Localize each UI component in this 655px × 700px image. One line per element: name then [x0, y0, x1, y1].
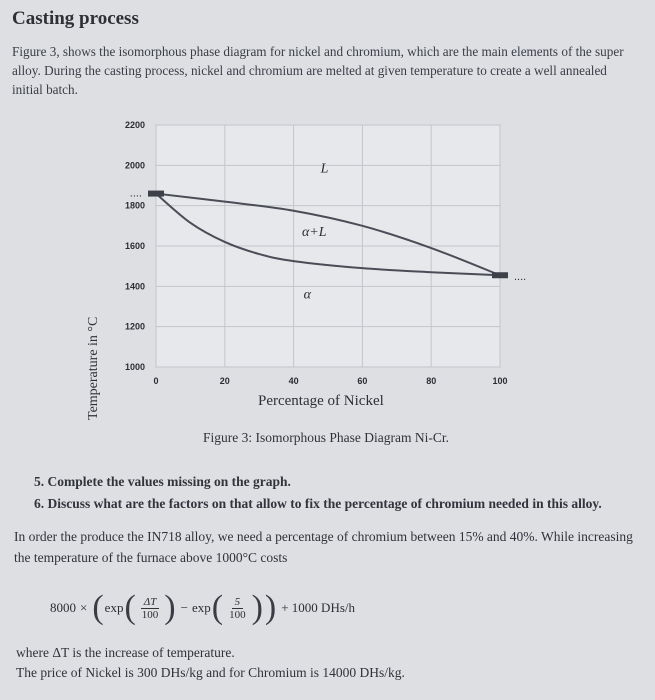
fraction-numerator: 5: [232, 596, 244, 609]
formula-exp-1: exp: [104, 600, 124, 615]
endpoint-placeholder: ....: [129, 187, 142, 200]
formula-paren-open: (: [211, 589, 224, 626]
intro-paragraph: Figure 3, shows the isomorphous phase diagram for nickel and chromium, which are the main elements of the super alloy. During the casting process, nickel and chromium are melted at given temperature to create a well annealed initial batch.: [12, 44, 624, 97]
endpoint-marker: [148, 191, 164, 197]
x-tick-label: 80: [426, 376, 437, 386]
y-tick-label: 2000: [124, 160, 145, 171]
x-tick-label: 20: [219, 376, 230, 386]
note-line: The price of Nickel is 300 DHs/kg and for Chromium is 14000 DHs/kg.: [16, 665, 405, 680]
question-list: [34, 474, 602, 518]
formula-times: ×: [80, 600, 88, 615]
cost-formula: [50, 587, 359, 629]
y-tick-label: 1400: [124, 281, 145, 292]
x-tick-label: 40: [288, 376, 299, 386]
figure-caption: Figure 3: Isomorphous Phase Diagram Ni-Cr.: [203, 430, 449, 445]
formula-coefficient: 8000: [50, 600, 76, 615]
phase-region-label: α: [303, 287, 312, 303]
formula-fraction-2: [226, 596, 249, 621]
endpoint-placeholder: ....: [514, 271, 527, 284]
fraction-numerator: ΔT: [141, 596, 160, 609]
alloy-paragraph: In order the produce the IN718 alloy, we need a percentage of chromium between 15% and 40%. While increasing the temperature of the furnace above 1000°C costs: [14, 529, 633, 565]
formula-exp-2: exp: [191, 600, 211, 615]
section-title: Casting process: [12, 8, 139, 29]
endpoint-marker: [492, 272, 508, 278]
y-tick-label: 1000: [124, 362, 145, 372]
y-tick-label: 1800: [124, 200, 145, 211]
y-tick-label: 1200: [124, 321, 145, 332]
formula-paren-close: ): [164, 589, 176, 626]
question-item: 6. Discuss what are the factors on that allow to fix the percentage of chromium needed in this alloy.: [34, 496, 602, 511]
formula-fraction-1: [139, 596, 162, 621]
phase-region-label: L: [320, 161, 329, 177]
formula-minus: −: [180, 600, 188, 615]
x-tick-label: 60: [357, 376, 368, 386]
notes: [16, 643, 405, 683]
y-tick-label: 1600: [124, 241, 145, 251]
x-tick-label: 0: [153, 376, 159, 386]
fraction-denominator: 100: [229, 608, 246, 621]
phase-region-label: α+L: [301, 224, 327, 240]
formula-tail: + 1000 DHs/h: [281, 600, 355, 615]
formula-paren-open: (: [124, 589, 136, 626]
formula-paren-open: (: [92, 589, 104, 626]
phase-diagram-chart: [0, 105, 655, 430]
y-tick-label: 2200: [124, 120, 145, 130]
fraction-denominator: 100: [141, 608, 159, 621]
note-line: where ΔT is the increase of temperature.: [16, 645, 235, 660]
x-tick-label: 100: [492, 376, 508, 386]
y-axis-label: Temperature in °C: [86, 316, 101, 420]
question-item: 5. Complete the values missing on the graph.: [34, 474, 291, 489]
x-axis-label: Percentage of Nickel: [258, 393, 384, 409]
formula-paren-close: ): [251, 589, 263, 626]
formula-paren-close: ): [264, 589, 277, 626]
